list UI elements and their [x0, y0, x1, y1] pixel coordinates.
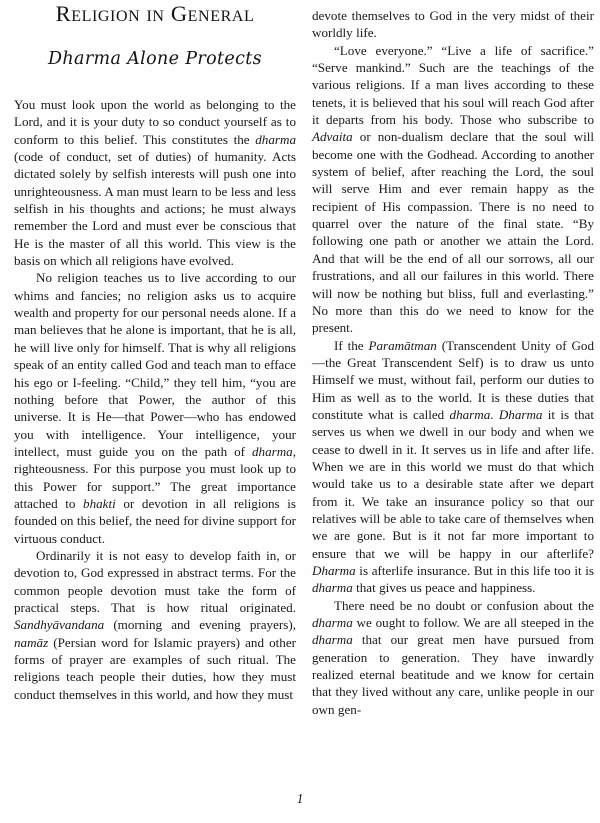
section-title: Dharma Alone Protects: [48, 48, 262, 69]
paragraph: No religion teaches us to live according to our whims and fancies; no religion asks us to acquire wealth and property for our personal needs alone. If a man believes that he alone is important, that he is all, he will live only for himself. That is why all religions speak of an entity called God and teach man to efface his ego or I-feeling. “Child,” they tell him, “you are nothing before that Power, the author of this universe. It is He—that Power—who has endowed you with intelligence. Your intelligence, your intellect, must guide you on the path of dharma, righteousness. For this purpose you must look up to this Power for support.” The great importance attached to bhakti or devotion in all religions is founded on this belief, the need for divine support for virtuous conduct.: [14, 270, 296, 546]
paragraph: devote themselves to God in the very midst of their worldly life.: [312, 8, 594, 41]
text-column-left: [14, 0, 296, 703]
text-column-right: [312, 0, 594, 718]
page-number: 1: [296, 791, 304, 806]
paragraph: There need be no doubt or confusion about the dharma we ought to follow. We are all steeped in the dharma that our great men have pursued from generation to generation. They have inwardly realized eternal beatitude and we know for certain that they lived without any care, unlike people in our own gen-: [312, 597, 594, 717]
paragraph: If the Paramātman (Transcendent Unity of God—the Great Transcendent Self) is to draw us unto Himself we must, without fail, perform our duties to Him as well as to the world. It is these duties that constitute what is called dharma. Dharma it is that serves us when we dwell in our body and when we cease to dwell in it. It serves us in life and after life. When we are in this world we must do that which would take us to a desirable state after we depart from it. We take an insurance policy so that our relatives will be able to take care of themselves when we are gone. But is it not far more important to ensure that we will be happy in our afterlife? Dharma is afterlife insurance. But in this life too it is dharma that gives us peace and happiness.: [312, 337, 595, 596]
paragraph: “Love everyone.” “Live a life of sacrifice.” “Serve mankind.” Such are the teachings of the various religions. If a man lives according to these tenets, it is believed that his soul will reach God after it departs from his body. Those who subscribe to Advaita or non-dualism declare that the soul will become one with the Godhead. According to another system of belief, after reaching the Lord, the soul will serve Him and ever remain happy as the recipient of His compassion. There is no need to quarrel over the nature of the final state. “By following one path or another we attain the Lord. And that will be the end of all our sorrows, all our frustrations, and all our failures in this world. There will now be nothing but bliss, full and everlasting.” No more than this do we need to know for the present.: [312, 42, 594, 336]
page-title: Religion in General: [55, 1, 255, 26]
paragraph: Ordinarily it is not easy to develop faith in, or devotion to, God expressed in abstract terms. For the common people devotion must take the form of practical steps. That is how ritual originated. Sandhyāvandana (morning and evening prayers), namāz (Persian word for Islamic prayers) and other forms of prayer are examples of such ritual. The religions teach people their duties, how they must conduct themselves in this world, and how they must: [14, 547, 296, 702]
paragraph: You must look upon the world as belonging to the Lord, and it is your duty to so conduct yourself as to conform to this belief. This constitutes the dharma (code of conduct, set of duties) of humanity. Acts dictated solely by selfish interests will push one into unrighteousness. A man must learn to be less and less selfish in his thoughts and actions; he must always remember the Lord and must ever be conscious that He is the master of all this world. This view is the basis on which all religions have evolved.: [14, 97, 296, 269]
